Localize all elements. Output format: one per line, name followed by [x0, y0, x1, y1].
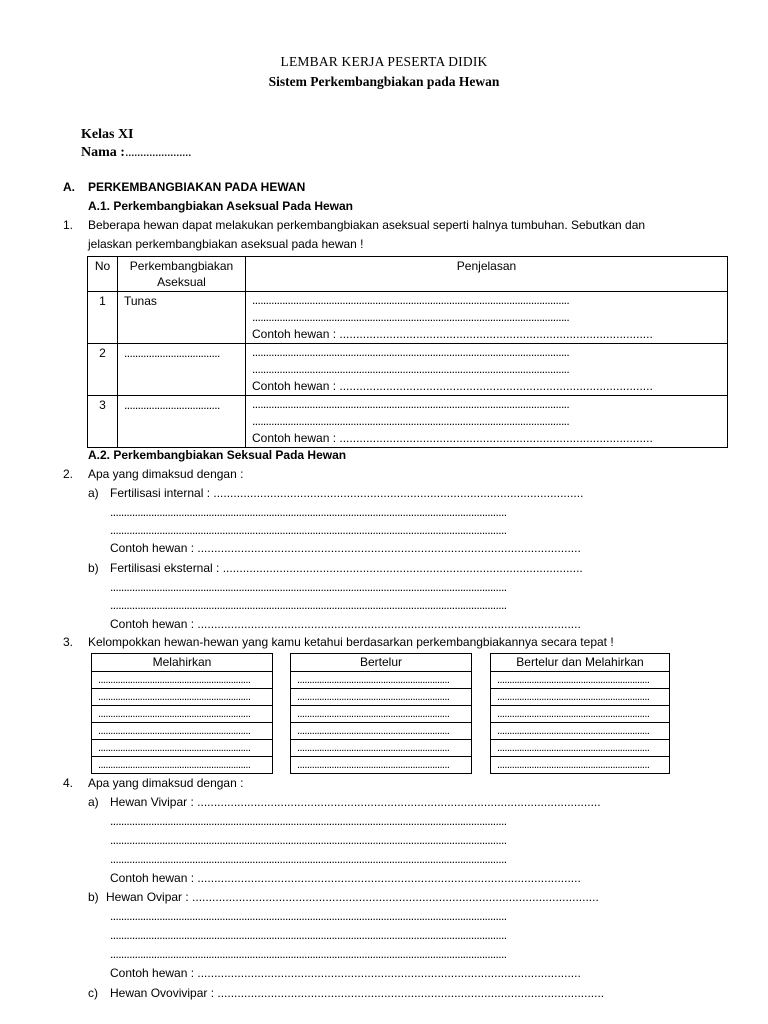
- row-name[interactable]: ...................................: [118, 344, 246, 396]
- dotted-line[interactable]: .................................................................................................................................................: [110, 928, 507, 942]
- subsection-a1-title: A.1. Perkembangbiakan Aseksual Pada Hewan: [88, 199, 354, 213]
- row-explanation[interactable]: [246, 344, 728, 396]
- question-1-text-line2: jelaskan perkembangbiakan aseksual pada hewan !: [88, 237, 364, 251]
- contoh-hewan-line[interactable]: Contoh hewan : ...................................................................................................................: [110, 871, 581, 885]
- list-item[interactable]: ..............................................................: [92, 689, 272, 706]
- dotted-line[interactable]: .................................................................................................................................................: [110, 505, 507, 519]
- contoh-hewan-line[interactable]: Contoh hewan : ..............................................................................................: [252, 431, 653, 445]
- header-perkembangbiakan: [118, 257, 246, 292]
- table-row: [88, 292, 728, 344]
- contoh-hewan-line[interactable]: Contoh hewan : ..............................................................................................: [252, 327, 653, 341]
- list-item[interactable]: ..............................................................: [92, 706, 272, 723]
- row-name[interactable]: ...................................: [118, 396, 246, 448]
- row-no: 1: [88, 292, 118, 344]
- list-item[interactable]: ..............................................................: [291, 672, 471, 689]
- question-1-number: 1.: [63, 218, 74, 232]
- hewan-ovovivipar-field[interactable]: Hewan Ovovivipar : ....................................................................................................................: [110, 986, 605, 1000]
- dotted-line[interactable]: .................................................................................................................................................: [110, 598, 507, 612]
- header-name-line1: Perkembangbiakan: [129, 259, 234, 273]
- header-name-line2: Aseksual: [157, 275, 206, 289]
- row-explanation[interactable]: [246, 396, 728, 448]
- nama-dots: ......................: [124, 145, 191, 160]
- dotted-line[interactable]: ....................................................................................................................: [252, 414, 570, 428]
- list-item[interactable]: ..............................................................: [491, 723, 669, 740]
- contoh-hewan-line[interactable]: Contoh hewan : ...................................................................................................................: [110, 617, 581, 631]
- list-item[interactable]: ..............................................................: [291, 723, 471, 740]
- dotted-line[interactable]: ....................................................................................................................: [252, 293, 570, 307]
- question-4c-label: c): [88, 986, 98, 1000]
- fertilisasi-eksternal-field[interactable]: Fertilisasi eksternal : ............................................................................................................: [110, 561, 583, 575]
- subsection-a2-title: A.2. Perkembangbiakan Seksual Pada Hewan: [88, 448, 347, 462]
- table-row: [88, 344, 728, 396]
- list-item[interactable]: ..............................................................: [98, 759, 251, 771]
- dotted-line[interactable]: .................................................................................................................................................: [110, 947, 507, 961]
- dotted-line[interactable]: .................................................................................................................................................: [110, 523, 507, 537]
- hewan-vivipar-field[interactable]: Hewan Vivipar : .........................................................................................................................: [110, 795, 601, 809]
- contoh-hewan-line[interactable]: Contoh hewan : ..............................................................................................: [252, 379, 653, 393]
- table-header-row: [88, 257, 728, 292]
- nama-label: Nama :: [81, 145, 125, 160]
- list-item[interactable]: ..............................................................: [497, 759, 650, 771]
- row-explanation[interactable]: [246, 292, 728, 344]
- dotted-line[interactable]: ....................................................................................................................: [252, 310, 570, 324]
- bertelur-melahirkan-header: Bertelur dan Melahirkan: [491, 654, 669, 672]
- hewan-ovipar-field[interactable]: Hewan Ovipar : ..........................................................................................................................: [106, 890, 599, 904]
- question-2-text: Apa yang dimaksud dengan :: [88, 467, 244, 481]
- dotted-line[interactable]: ....................................................................................................................: [252, 362, 570, 376]
- question-3-text: Kelompokkan hewan-hewan yang kamu ketahui berdasarkan perkembangbiakannya secara tepat !: [88, 635, 614, 649]
- question-4a-label: a): [88, 795, 99, 809]
- list-item[interactable]: ..............................................................: [491, 740, 669, 757]
- row-no: 2: [88, 344, 118, 396]
- header-no: No: [88, 257, 118, 292]
- dotted-line[interactable]: .................................................................................................................................................: [110, 580, 507, 594]
- section-a-title: PERKEMBANGBIAKAN PADA HEWAN: [88, 180, 306, 194]
- list-item[interactable]: ..............................................................: [291, 706, 471, 723]
- question-2-number: 2.: [63, 467, 74, 481]
- dotted-line[interactable]: .................................................................................................................................................: [110, 909, 507, 923]
- melahirkan-box: [91, 653, 273, 774]
- dotted-line[interactable]: .................................................................................................................................................: [110, 852, 507, 866]
- section-a-letter: A.: [63, 180, 75, 194]
- list-item[interactable]: ..............................................................: [92, 672, 272, 689]
- list-item[interactable]: ..............................................................: [92, 740, 272, 757]
- list-item[interactable]: ..............................................................: [491, 689, 669, 706]
- table-row: [88, 396, 728, 448]
- question-2b-label: b): [88, 561, 99, 575]
- question-4-text: Apa yang dimaksud dengan :: [88, 776, 244, 790]
- list-item[interactable]: ..............................................................: [491, 706, 669, 723]
- contoh-hewan-line[interactable]: Contoh hewan : ...................................................................................................................: [110, 966, 581, 980]
- page-subtitle: Sistem Perkembangbiakan pada Hewan: [268, 74, 500, 89]
- question-4-number: 4.: [63, 776, 74, 790]
- list-item[interactable]: ..............................................................: [92, 723, 272, 740]
- contoh-hewan-line[interactable]: Contoh hewan : ...................................................................................................................: [110, 541, 581, 555]
- list-item[interactable]: ..............................................................: [291, 740, 471, 757]
- page-title: LEMBAR KERJA PESERTA DIDIK: [280, 54, 488, 69]
- header-penjelasan: Penjelasan: [246, 257, 728, 292]
- list-item[interactable]: ..............................................................: [297, 759, 450, 771]
- melahirkan-header: Melahirkan: [92, 654, 272, 672]
- bertelur-header: Bertelur: [291, 654, 471, 672]
- nama-field[interactable]: [81, 145, 191, 161]
- question-3-number: 3.: [63, 635, 74, 649]
- row-no: 3: [88, 396, 118, 448]
- bertelur-box: [290, 653, 472, 774]
- dotted-line[interactable]: .................................................................................................................................................: [110, 814, 507, 828]
- list-item[interactable]: ..............................................................: [491, 672, 669, 689]
- fertilisasi-internal-field[interactable]: Fertilisasi internal : ...............................................................................................................: [110, 486, 584, 500]
- kelas-label: Kelas XI: [81, 127, 134, 142]
- row-name: Tunas: [118, 292, 246, 344]
- list-item[interactable]: ..............................................................: [291, 689, 471, 706]
- dotted-line[interactable]: .................................................................................................................................................: [110, 833, 507, 847]
- dotted-line[interactable]: ....................................................................................................................: [252, 345, 570, 359]
- bertelur-melahirkan-box: [490, 653, 670, 774]
- question-2a-label: a): [88, 486, 99, 500]
- aseksual-table: [87, 256, 728, 448]
- dotted-line[interactable]: ....................................................................................................................: [252, 397, 570, 411]
- question-1-text-line1: Beberapa hewan dapat melakukan perkembangbiakan aseksual seperti halnya tumbuhan. Sebutkan dan: [88, 218, 646, 232]
- question-4b-label: b): [88, 890, 99, 904]
